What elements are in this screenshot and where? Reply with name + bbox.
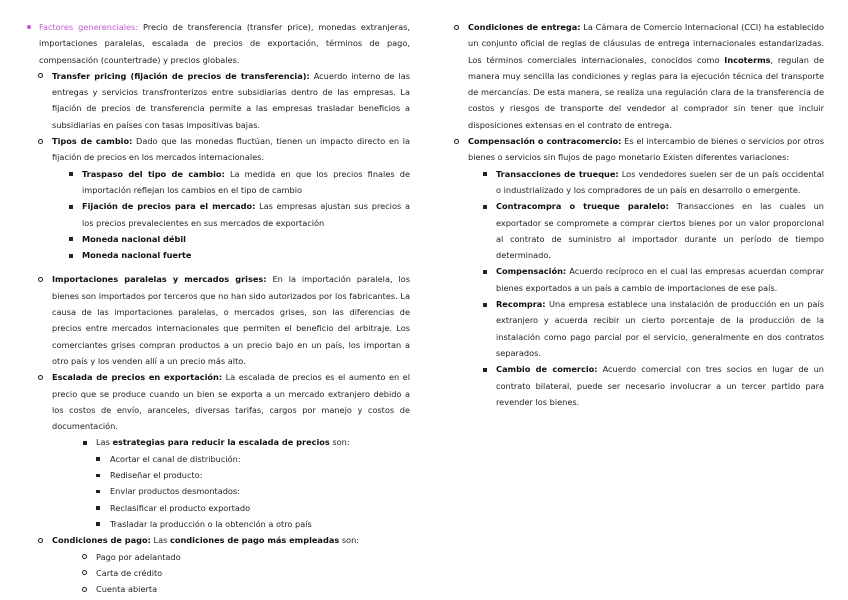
pago-title: Condiciones de pago: xyxy=(52,535,151,546)
escalada-title: Escalada de precios en exportación: xyxy=(52,372,223,383)
pago-item: Condiciones de pago: Las condiciones de pago más empleadas son: xyxy=(36,532,410,548)
compensacion-subitem: Recompra: Una empresa establece una instalación de producción en un país extranjero y acuerda recibir un cierto porcentaje de la producción de la instalación como pago parcial por el servicio, generalmente en dos contratos separados. xyxy=(480,296,824,361)
compensacion-subitem: Transacciones de trueque: Los vendedores suelen ser de un país occidental o industrializado y los compradores de un país en desarrollo o emergente. xyxy=(480,166,824,199)
strategy-item: Rediseñar el producto: xyxy=(94,467,410,483)
right-column xyxy=(452,19,824,410)
importaciones-text: En la importación paralela, los bienes son importados por terceros que no han sido autorizados por los fabricantes. La causa de las importaciones paralelas, o mercados grises, son las diferencias de precios entre mercados internacionales que permiten el beneficio del arbitraje. Los comerciantes grises compran productos a un precio bajo en un país, los importan a otro país y los venden allí a un precio más alto. xyxy=(52,274,410,366)
pago-subitem: Pago por adelantado xyxy=(80,549,410,565)
pago-subitem: Carta de crédito xyxy=(80,565,410,581)
strategy-item: Acortar el canal de distribución: xyxy=(94,451,410,467)
compensacion-subitem: Contracompra o trueque paralelo: Transacciones en las cuales un exportador se compromete a comprar ciertos bienes por un valor proporcional al contrato de suministro al importador durante un período de tiempo determinado. xyxy=(480,198,824,263)
tipos-text: Dado que las monedas fluctúan, tienen un impacto directo en la fijación de precios en los mercados internacionales. xyxy=(52,136,411,163)
strategy-item: Trasladar la producción o la obtención a otro país xyxy=(94,516,410,532)
compensacion-subitem: Cambio de comercio: Acuerdo comercial con tres socios en lugar de un contrato bilateral, puede ser necesario involucrar a un tercer partido para revender los bienes. xyxy=(480,361,824,410)
strategies-heading: Las estrategias para reducir la escalada de precios son: xyxy=(80,434,410,450)
tipos-subitem: Traspaso del tipo de cambio: La medida en que los precios finales de importación reflejan los cambios en el tipo de cambio xyxy=(66,166,410,199)
transfer-title: Transfer pricing (fijación de precios de transferencia): xyxy=(52,70,310,81)
factores-text: Precio de transferencia (transfer price), monedas extranjeras, importaciones paralelas, escalada de precios de exportación, términos de pago, compensación (countertrade) y precios globales. xyxy=(39,22,410,65)
tipos-title: Tipos de cambio: xyxy=(52,136,133,147)
left-column xyxy=(22,19,410,597)
transfer-item xyxy=(36,68,410,133)
transfer-text: Acuerdo interno de las entregas y servicios transfronterizos entre subsidiarias dentro de las empresas. La fijación de precios de transferencia permite a las empresas trasladar beneficios a subsidiarias en países con tasas impositivas bajas. xyxy=(52,70,410,130)
factores-title: Factores generenciales: xyxy=(39,22,139,32)
importaciones-title: Importaciones paralelas y mercados grises: xyxy=(52,274,267,285)
compensacion-item: Compensación o contracomercio: Es el intercambio de bienes o servicios por otros bienes o servicios sin flujos de pago monetario Existen diferentes variaciones: xyxy=(452,133,824,166)
tipos-subitem: Fijación de precios para el mercado: Las empresas ajustan sus precios a los precios prevalecientes en sus mercados de exportación xyxy=(66,198,410,231)
entrega-title: Condiciones de entrega: xyxy=(468,22,581,32)
strategy-item: Enviar productos desmontados: xyxy=(94,483,410,499)
escalada-text: La escalada de precios es el aumento en el precio que se produce cuando un bien se exporta a un mercado extranjero debido a los costos de envío, aranceles, diversas tarifas, cargos por manejo y costos de documentación. xyxy=(52,372,410,432)
factores-item xyxy=(22,19,410,68)
compensacion-title: Compensación o contracomercio: xyxy=(468,136,622,147)
escalada-item xyxy=(36,369,410,434)
tipos-subitem: Moneda nacional débil xyxy=(66,231,410,247)
importaciones-item xyxy=(36,271,410,369)
entrega-item: Condiciones de entrega: La Cámara de Comercio Internacional (CCI) ha establecido un conjunto oficial de reglas de cláusulas de entrega internacionales estandarizadas. Los términos comerciales internacionales, conocidos como Incoterms, regulan de manera muy sencilla las condiciones y reglas para la ejecución técnica del transporte de mercancías. De esta manera, se realiza una regulación clara de la transferencia de costos y riesgos de transporte del vendedor al comprador sin tener que incluir disposiciones extensas en el contrato de entrega. xyxy=(452,19,824,133)
tipos-subitem: Moneda nacional fuerte xyxy=(66,247,410,263)
strategy-item: Reclasificar el producto exportado xyxy=(94,500,410,516)
pago-subitem: Cuenta abierta xyxy=(80,581,410,597)
tipos-item xyxy=(36,133,410,166)
compensacion-subitem: Compensación: Acuerdo recíproco en el cual las empresas acuerdan comprar bienes exportados a un país a cambio de importaciones de ese país. xyxy=(480,263,824,296)
